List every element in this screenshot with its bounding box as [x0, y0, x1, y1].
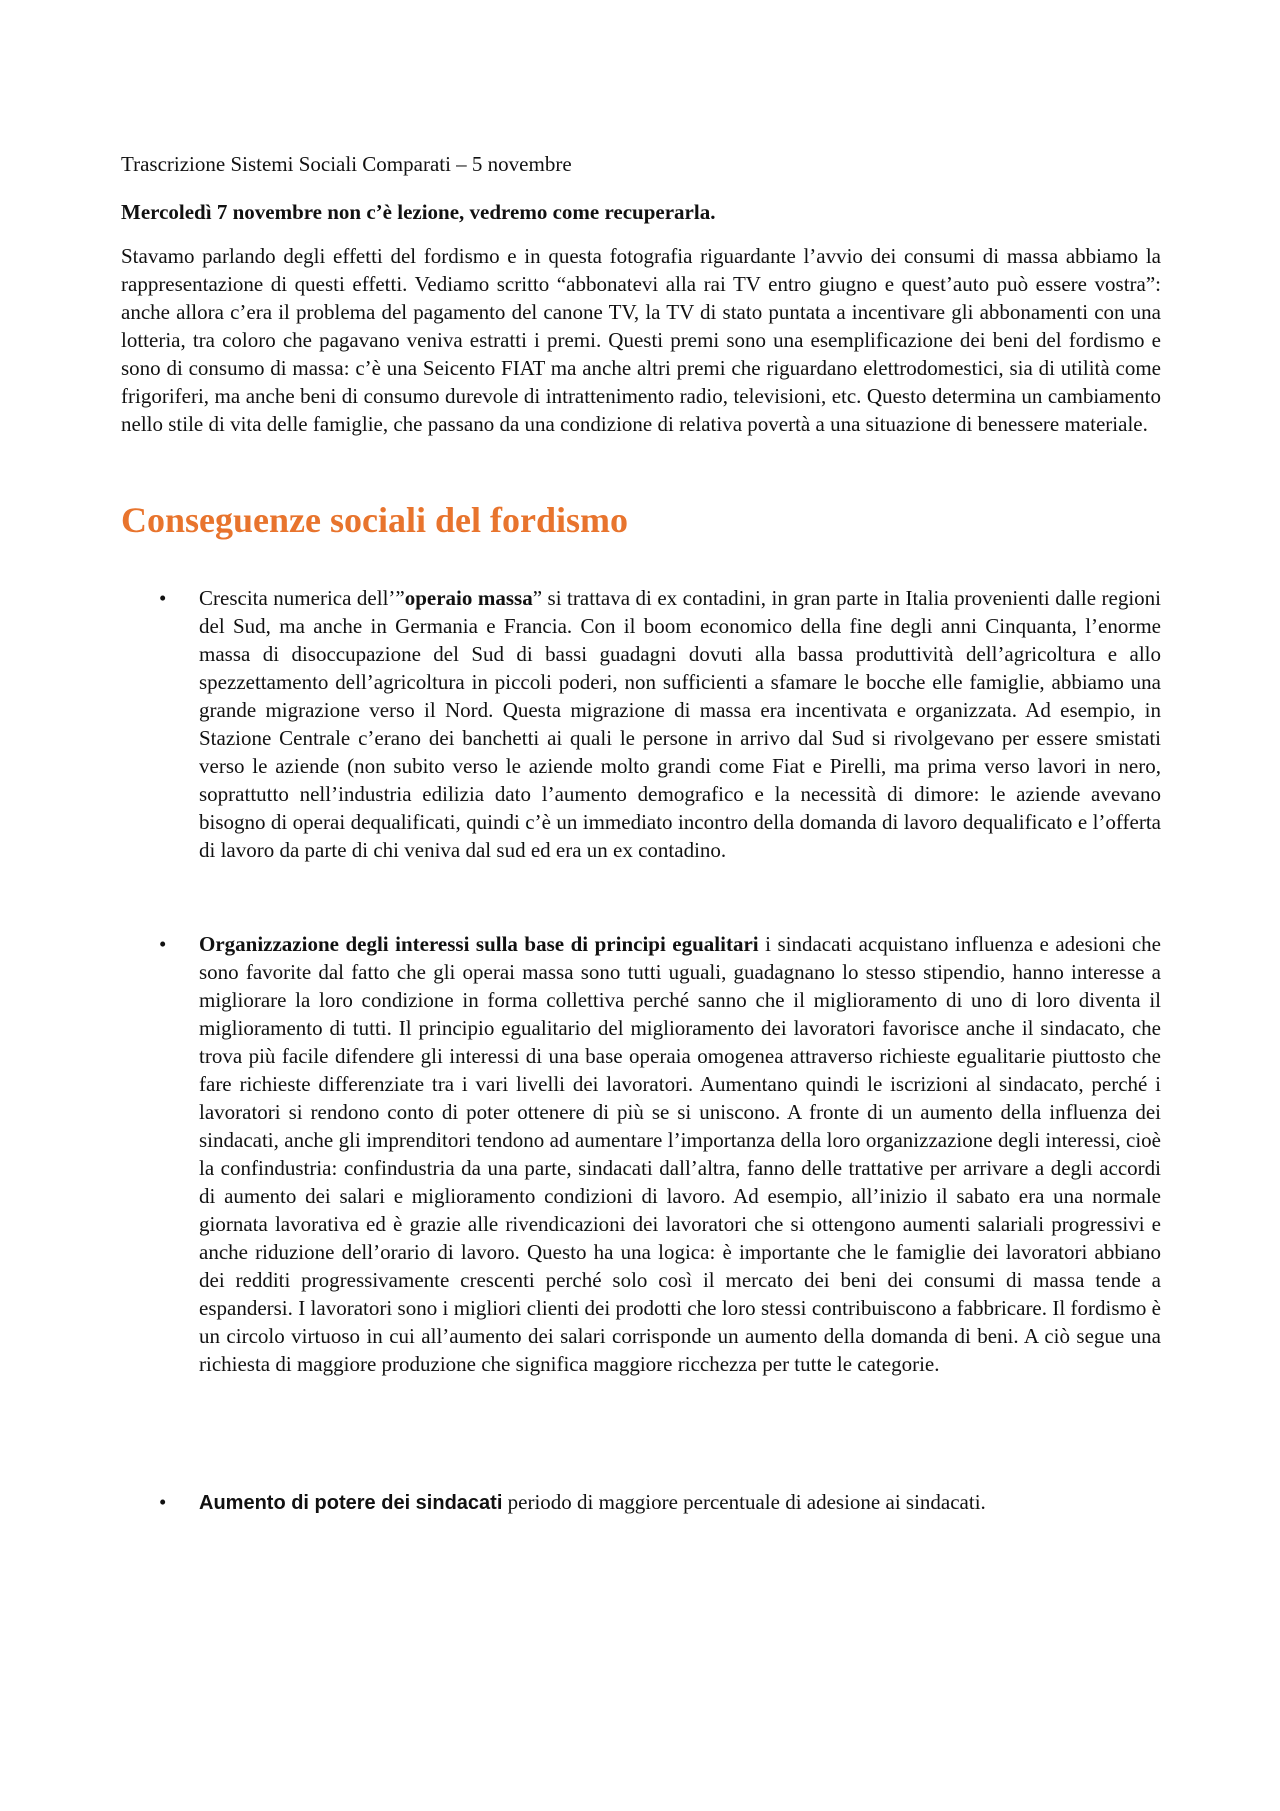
- list-item-body: periodo di maggiore percentuale di adesione ai sindacati.: [502, 1490, 986, 1514]
- intro-paragraph: Stavamo parlando degli effetti del fordismo e in questa fotografia riguardante l’avvio dei consumi di massa abbiamo la rappresentazione di questi effetti. Vediamo scritto “abbonatevi alla rai TV entro giugno e quest’auto può essere vostra”: anche allora c’era il problema del pagamento del canone TV, la TV di stato puntata a incentivare gli abbonamenti con una lotteria, tra coloro che pagavano veniva estratti i premi. Questi premi sono una esemplificazione dei beni del fordismo e sono di consumo di massa: c’è una Seicento FIAT ma anche altri premi che riguardano elettrodomestici, sia di utilità come frigoriferi, ma anche beni di consumo durevole di intrattenimento radio, televisioni, etc. Questo determina un cambiamento nello stile di vita delle famiglie, che passano da una condizione di relativa povertà a una situazione di benessere materiale.: [121, 244, 1161, 436]
- list-item-bold: Organizzazione degli interessi sulla base di principi egualitari: [199, 932, 759, 956]
- bullet-icon: •: [159, 932, 167, 956]
- lesson-notice: Mercoledì 7 novembre non c’è lezione, vedremo come recuperarla.: [121, 200, 716, 224]
- bullet-icon: •: [159, 1490, 167, 1514]
- list-item-body: ” si trattava di ex contadini, in gran parte in Italia provenienti dalle regioni del Sud, ma anche in Germania e Francia. Con il boom economico della fine degli anni Cinquanta, l’enorme massa di disoccupazione del Sud di bassi guadagni dovuti alla bassa produttività dell’agricoltura e allo spezzettamento dell’agricoltura in piccoli poderi, non sufficienti a sfamare le bocche elle famiglie, abbiamo una grande migrazione verso il Nord. Questa migrazione di massa era incentivata e organizzata. Ad esempio, in Stazione Centrale c’erano dei banchetti ai quali le persone in arrivo dal Sud si rivolgevano per essere smistati verso le aziende (non subito verso le aziende molto grandi come Fiat e Pirelli, ma prima verso lavori in nero, soprattutto nell’industria edilizia dato l’aumento demografico e la necessità di dimore: le aziende avevano bisogno di operai dequalificati, quindi c’è un immediato incontro della domanda di lavoro dequalificato e l’offerta di lavoro da parte di chi veniva dal sud ed era un ex contadino.: [199, 586, 1162, 862]
- list-item: [121, 584, 1161, 864]
- document-page: [121, 150, 1161, 1517]
- list-item: [121, 930, 1161, 1378]
- list-item-text: [199, 584, 1161, 864]
- list-item: [121, 1488, 1161, 1517]
- bullet-icon: •: [159, 586, 167, 610]
- list-item-bold: Aumento di potere dei sindacati: [199, 1492, 503, 1514]
- list-item-text: [199, 930, 1161, 1378]
- consequences-list: [121, 584, 1161, 1517]
- list-item-text: [199, 1488, 1161, 1517]
- section-heading: Conseguenze sociali del fordismo: [121, 500, 628, 540]
- list-item-bold: operaio massa: [404, 586, 533, 610]
- list-item-body: i sindacati acquistano influenza e adesioni che sono favorite dal fatto che gli operai massa sono tutti uguali, guadagnano lo stesso stipendio, hanno interesse a migliorare la loro condizione in forma collettiva perché sanno che il miglioramento di uno di loro diventa il miglioramento di tutti. Il principio egualitario del miglioramento dei lavoratori favorisce anche il sindacato, che trova più facile difendere gli interessi di una base operaia omogenea attraverso richieste egualitarie piuttosto che fare richieste differenziate tra i vari livelli dei lavoratori. Aumentano quindi le iscrizioni al sindacato, perché i lavoratori si rendono conto di poter ottenere di più se si uniscono. A fronte di un aumento della influenza dei sindacati, anche gli imprenditori tendono ad aumentare l’importanza della loro organizzazione degli interessi, cioè la confindustria: confindustria da una parte, sindacati dall’altra, fanno delle trattative per arrivare a degli accordi di aumento dei salari e miglioramento condizioni di lavoro. Ad esempio, all’inizio il sabato era una normale giornata lavorativa ed è grazie alle rivendicazioni dei lavoratori che si ottengono aumenti salariali progressivi e anche riduzione dell’orario di lavoro. Questo ha una logica: è importante che le famiglie dei lavoratori abbiano dei redditi progressivamente crescenti perché solo così il mercato dei beni dei consumi di massa tende a espandersi. I lavoratori sono i migliori clienti dei prodotti che loro stessi contribuiscono a fabbricare. Il fordismo è un circolo virtuoso in cui all’aumento dei salari corrisponde un aumento della domanda di beni. A ciò segue una richiesta di maggiore produzione che significa maggiore ricchezza per tutte le categorie.: [199, 932, 1161, 1376]
- list-item-prefix: Crescita numerica dell’”: [199, 586, 405, 610]
- document-header-line: Trascrizione Sistemi Sociali Comparati – 5 novembre: [121, 152, 572, 176]
